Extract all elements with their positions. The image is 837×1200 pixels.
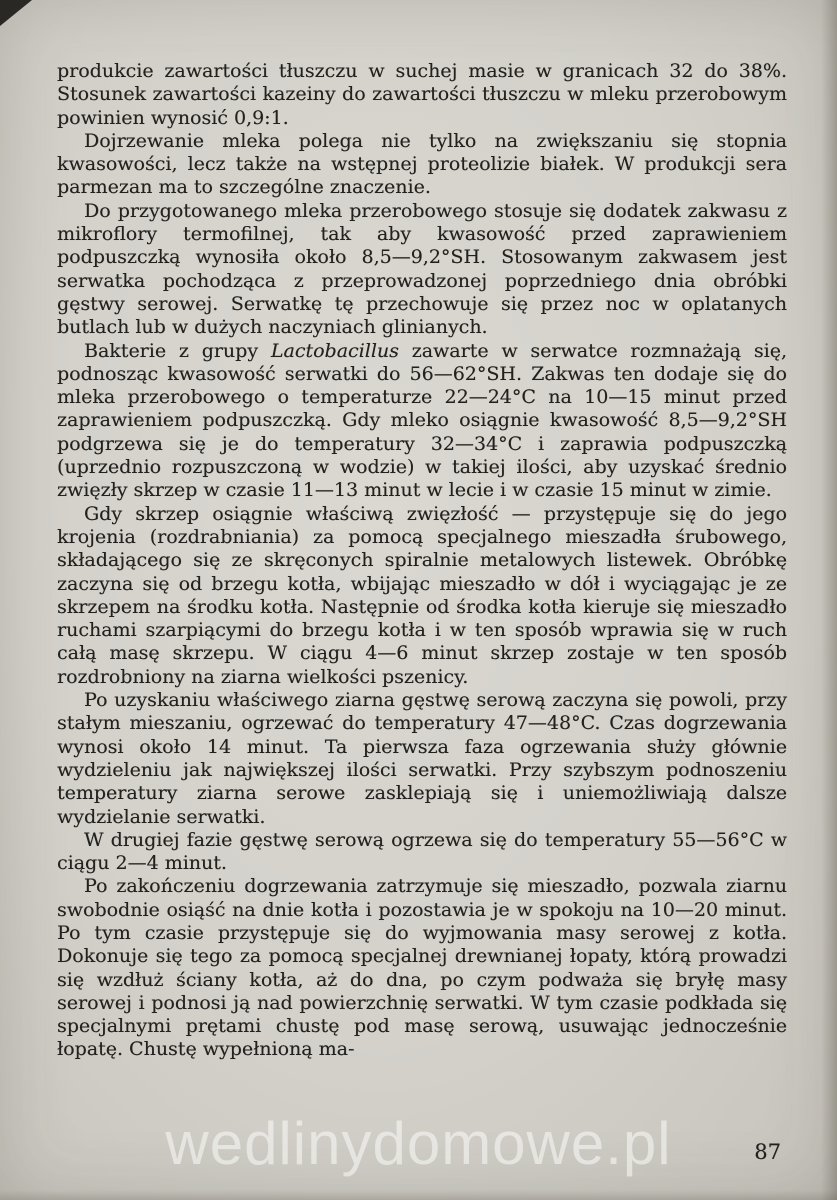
paragraph: Bakterie z grupy Lactobacillus zawarte w serwatce rozmnażają się, podnosząc kwasowość serwatki do 56—62°SH. Zakwas ten dodaje się do mleka przerobowego o temperaturze 22—24°C na 10—15 minut przed zaprawieniem podpuszczką. Gdy mleko osiągnie kwasowość 8,5—9,2°SH podgrzewa się je do temperatury 32—34°C i zaprawia podpuszczką (uprzednio rozpuszczoną w wodzie) w takiej ilości, aby uzyskać średnio zwięzły skrzep w czasie 11—13 minut w lecie i w czasie 15 minut w zimie. (57, 339, 787, 502)
paragraph: Po zakończeniu dogrzewania zatrzymuje się mieszadło, pozwala ziarnu swobodnie osiąść na dnie kotła i pozostawia je w spokoju na 10—20 minut. Po tym czasie przystępuje się do wyjmowania masy serowej z kotła. Dokonuje się tego za pomocą specjalnej drewnianej łopaty, którą prowadzi się wzdłuż ściany kotła, aż do dna, po czym podważa się bryłę masy serowej i podnosi ją nad powierzchnię serwatki. W tym czasie podkłada się specjalnymi prętami chustę pod masę serową, usuwając jednocześnie łopatę. Chustę wypełnioną ma- (57, 875, 787, 1061)
scan-edge-shadow-right (821, 0, 837, 1200)
paragraph: Po uzyskaniu właściwego ziarna gęstwę serową zaczyna się powoli, przy stałym mieszaniu, ogrzewać do temperatury 47—48°C. Czas dogrzewania wynosi około 14 minut. Ta pierwsza faza ogrzewania służy głównie wydzieleniu jak największej ilości serwatki. Przy szybszym podnoszeniu temperatury ziarna serowe zasklepiają się i uniemożliwiają dalsze wydzielanie serwatki. (57, 689, 787, 828)
scan-corner-artifact (0, 0, 32, 26)
watermark: wedlinydomowe.pl (165, 1110, 672, 1177)
paragraph: Gdy skrzep osiągnie właściwą zwięzłość — przystępuje się do jego krojenia (rozdrabniania) za pomocą specjalnego mieszadła śrubowego, składającego się ze skręconych spiralnie metalowych listewek. Obróbkę zaczyna się od brzegu kotła, wbijając mieszadło w dół i wyciągając je ze skrzepem na środku kotła. Następnie od środka kotła kieruje się mieszadło ruchami szarpiącymi do brzegu kotła i w ten sposób wprawia się w ruch całą masę skrzepu. W ciągu 4—6 minut skrzep zostaje w ten sposób rozdrobniony na ziarna wielkości pszenicy. (57, 502, 787, 688)
scan-edge-shadow-bottom (0, 1190, 837, 1200)
paragraph: produkcie zawartości tłuszczu w suchej masie w granicach 32 do 38%. Stosunek zawartości kazeiny do zawartości tłuszczu w mleku przerobowym powinien wynosić 0,9:1. (57, 60, 787, 129)
page-text (57, 60, 787, 1062)
paragraph: Do przygotowanego mleka przerobowego stosuje się dodatek zakwasu z mikroflory termofilnej, tak aby kwasowość przed zaprawieniem podpuszczką wynosiła około 8,5—9,2°SH. Stosowanym zakwasem jest serwatka pochodząca z przeprowadzonej poprzedniego dnia obróbki gęstwy serowej. Serwatkę tę przechowuje się przez noc w oplatanych butlach lub w dużych naczyniach glinianych. (57, 199, 787, 339)
paragraph: Dojrzewanie mleka polega nie tylko na zwiększaniu się stopnia kwasowości, lecz także na wstępnej proteolizie białek. W produkcji sera parmezan ma to szczególne znaczenie. (57, 129, 787, 199)
paragraph: W drugiej fazie gęstwę serową ogrzewa się do temperatury 55—56°C w ciągu 2—4 minut. (57, 828, 787, 875)
page-number: 87 (754, 1140, 781, 1164)
